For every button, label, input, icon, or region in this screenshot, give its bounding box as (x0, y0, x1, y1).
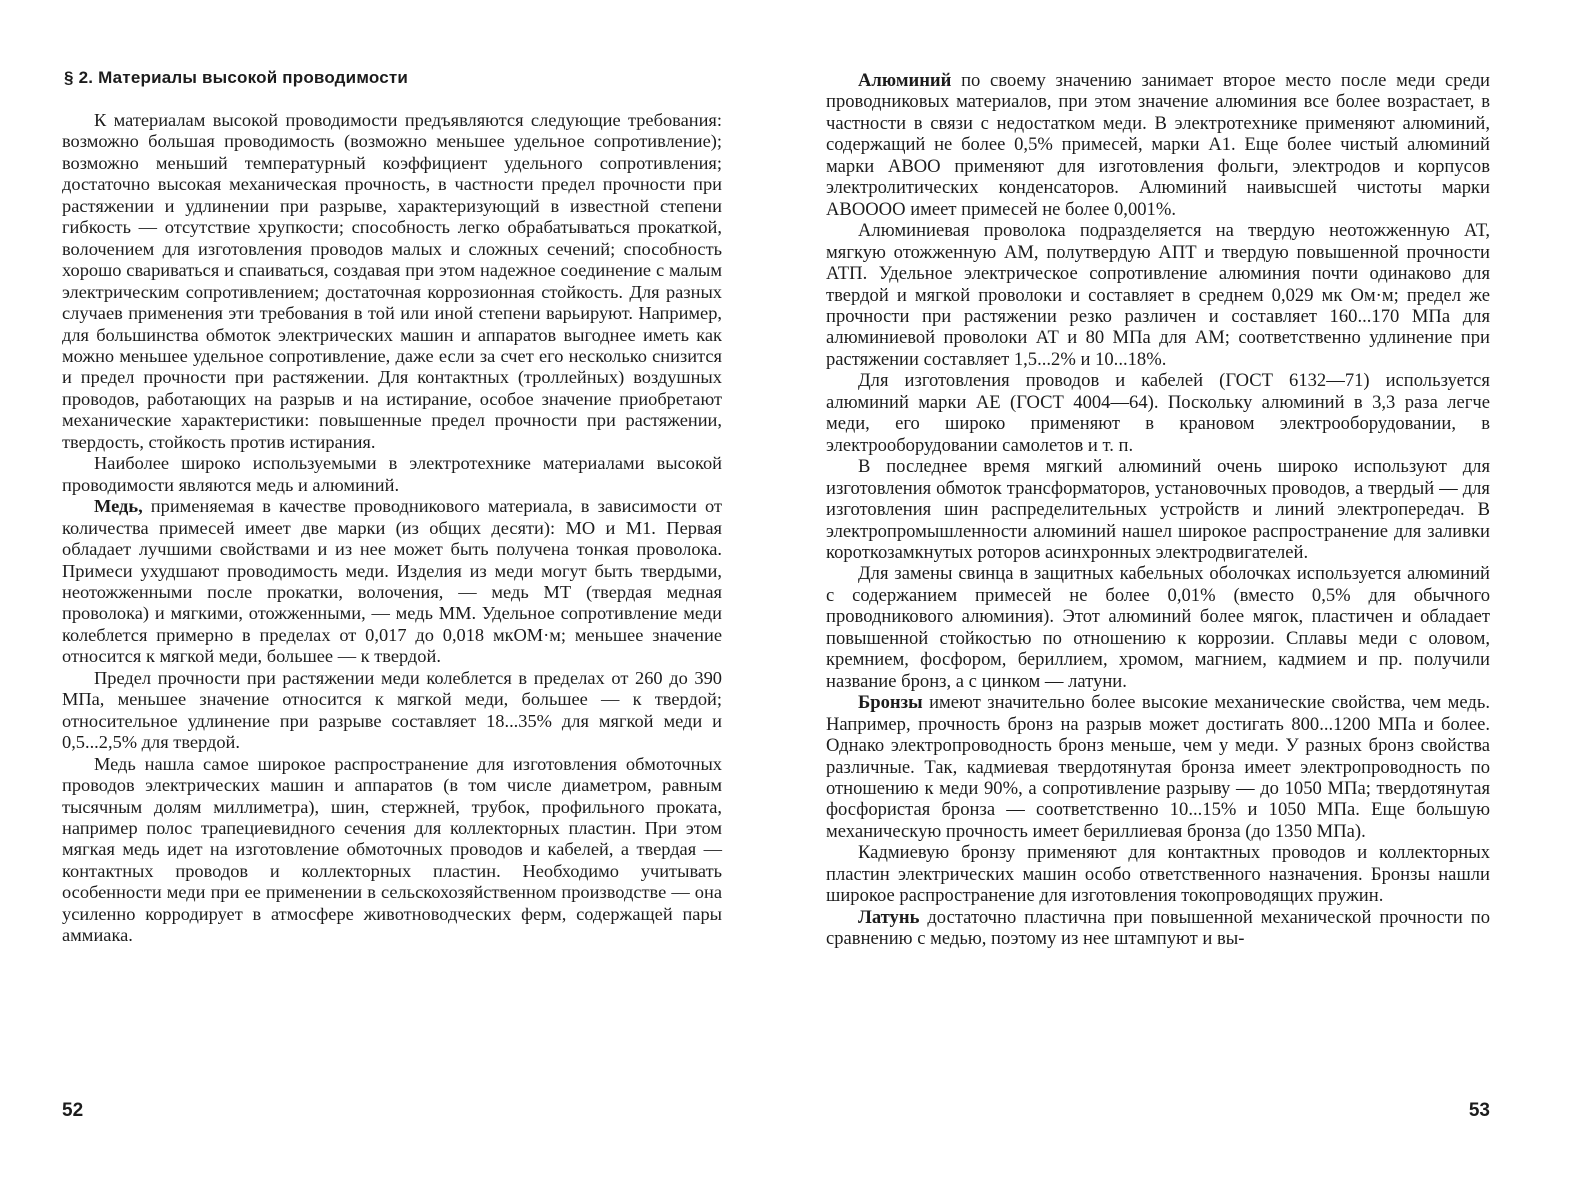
paragraph-lead: Медь, (94, 496, 143, 517)
paragraph (62, 496, 722, 668)
paragraph-text: Для замены свинца в защитных кабельных оболочках используется алюминий с содержанием примесей не более 0,01% (вместо 0,5% для обычного проводникового алюминия). Этот алюминий более мягок, пластичен и обладает повышенной стойкостью по отношению к коррозии. Сплавы меди с оловом, кремнием, фосфором, бериллием, хромом, магнием, кадмием и пр. получили название бронз, а с цинком — латуни. (826, 563, 1490, 692)
left-page-body (62, 110, 722, 947)
paragraph-text: К материалам высокой проводимости предъявляются следующие требования: возможно большая проводимость (возможно меньшее удельное сопротивление); возможно меньший температурный коэффициент удельного сопротивления; достаточно высокая механическая прочность, в частности предел прочности при растяжении и удлинении при разрыве, характеризующий в известной степени гибкость — отсутствие хрупкости; способность легко обрабатываться прокаткой, волочением для изготовления проводов малых и сложных сечений; способность хорошо свариваться и спаиваться, создавая при этом надежное соединение с малым электрическим сопротивлением; достаточная коррозионная стойкость. Для разных случаев применения эти требования в той или иной степени варьируют. Например, для большинства обмоток электрических машин и аппаратов выгоднее иметь как можно меньшее удельное сопротивление, даже если за счет его несколько снизится и предел прочности при растяжении. Для контактных (троллейных) воздушных проводов, работающих на разрыв и на истирание, особое значение приобретают механические характеристики: повышенные предел прочности при растяжении, твердость, стойкость против истирания. (62, 110, 722, 452)
paragraph-text: Наиболее широко используемыми в электротехнике материалами высокой проводимости являются медь и алюминий. (62, 453, 722, 495)
paragraph-text: по своему значению занимает второе место после меди среди проводниковых материалов, при этом значение алюминия все более возрастает, в частности в связи с недостатком меди. В электротехнике применяют алюминий, содержащий не более 0,5% примесей, марки А1. Еще более чистый алюминий марки АВОО применяют для изготовления фольги, электродов и корпусов электролитических конденсаторов. Алюминий наивысшей чистоты марки АВОООО имеет примесей не более 0,001%. (826, 70, 1490, 220)
paragraph-text: В последнее время мягкий алюминий очень широко используют для изготовления обмоток трансформаторов, установочных проводов, а твердый — для изготовления шин распределительных устройств и линий электропередач. В электропромышленности алюминий нашел широкое распространение для заливки короткозамкнутых роторов асинхронных электродвигателей. (826, 456, 1490, 563)
paragraph (826, 456, 1490, 563)
paragraph-text: Алюминиевая проволока подразделяется на твердую неотожженную АТ, мягкую отожженную АМ, полутвердую АПТ и твердую повышенной прочности АТП. Удельное электрическое сопротивление алюминия почти одинаково для твердой и мягкой проволоки и составляет в среднем 0,029 мк Ом·м; предел же прочности при растяжении резко различен и составляет 160...170 МПа для алюминиевой проволоки АТ и 80 МПа для АМ; соответственно удлинение при растяжении составляет 1,5...2% и 10...18%. (826, 220, 1490, 370)
paragraph (826, 692, 1490, 842)
paragraph-text: имеют значительно более высокие механические свойства, чем медь. Например, прочность бронз на разрыв может достигать 800...1200 МПа и более. Однако электропроводность бронз меньше, чем у меди. У разных бронз свойства различные. Так, кадмиевая твердотянутая бронза имеет электропроводность по отношению к меди 90%, а сопротивление разрыву — до 1050 МПа; твердотянутая фосфористая бронза — соответственно 10...15% и 1050 МПа. Еще большую механическую прочность имеет бериллиевая бронза (до 1350 МПа). (826, 692, 1490, 842)
page-number: 53 (1468, 1100, 1490, 1121)
paragraph (826, 907, 1490, 950)
paragraph (826, 842, 1490, 906)
paragraph (826, 220, 1490, 370)
paragraph-text: Предел прочности при растяжении меди колеблется в пределах от 260 до 390 МПа, меньшее значение относится к мягкой меди, большее — к твердой; относительное удлинение при разрыве составляет 18...35% для мягкой меди и 0,5...2,5% для твердой. (62, 667, 722, 753)
paragraph (62, 453, 722, 496)
left-page (62, 0, 722, 1186)
paragraph-lead: Латунь (858, 906, 920, 928)
paragraph-text: Кадмиевую бронзу применяют для контактных проводов и коллекторных пластин электрических машин особо ответственного назначения. Бронзы нашли широкое распространение для изготовления токопроводящих пружин. (826, 842, 1490, 907)
paragraph-lead: Алюминий (858, 70, 952, 91)
paragraph (826, 563, 1490, 692)
paragraph-text: применяемая в качестве проводникового материала, в зависимости от количества примесей имеет две марки (из общих десяти): МО и М1. Первая обладает лучшими свойствами и из нее может быть получена тонкая проволока. Примеси ухудшают проводимость меди. Изделия из меди могут быть твердыми, неотожженными после прокатки, волочения, — медь МТ (твердая медная проволока) и мягкими, отожженными, — медь ММ. Удельное сопротивление меди колеблется примерно в пределах от 0,017 до 0,018 мкОМ·м; меньшее значение относится к мягкой меди, большее — к твердой. (62, 496, 722, 667)
paragraph (62, 754, 722, 947)
paragraph (62, 668, 722, 754)
paragraph (826, 370, 1490, 456)
paragraph-text: Медь нашла самое широкое распространение для изготовления обмоточных проводов электрических машин и аппаратов (в том числе диаметром, равным тысячным долям миллиметра), шин, стержней, трубок, профильного проката, например полос трапециевидного сечения для коллекторных пластин. При этом мягкая медь идет на изготовление обмоточных проводов и кабелей, а твердая — контактных проводов и коллекторных пластин. Необходимо учитывать особенности меди при ее применении в сельскохозяйственном производстве — она усиленно корродирует в атмосфере животноводческих ферм, содержащей пары аммиака. (62, 753, 722, 946)
paragraph (62, 110, 722, 453)
right-page (826, 0, 1490, 1186)
right-page-body (826, 70, 1490, 950)
paragraph-text: достаточно пластична при повышенной механической прочности по сравнению с медью, поэтому из нее штампуют и вы- (826, 906, 1490, 950)
page-number: 52 (62, 1100, 84, 1121)
paragraph (826, 70, 1490, 220)
paragraph-lead: Бронзы (858, 692, 923, 714)
section-heading: § 2. Материалы высокой проводимости (64, 68, 409, 87)
paragraph-text: Для изготовления проводов и кабелей (ГОСТ 6132—71) используется алюминий марки АЕ (ГОСТ 4004—64). Поскольку алюминий в 3,3 раза легче меди, его широко применяют в крановом электрооборудовании, в электрооборудовании самолетов и т. п. (826, 370, 1490, 456)
